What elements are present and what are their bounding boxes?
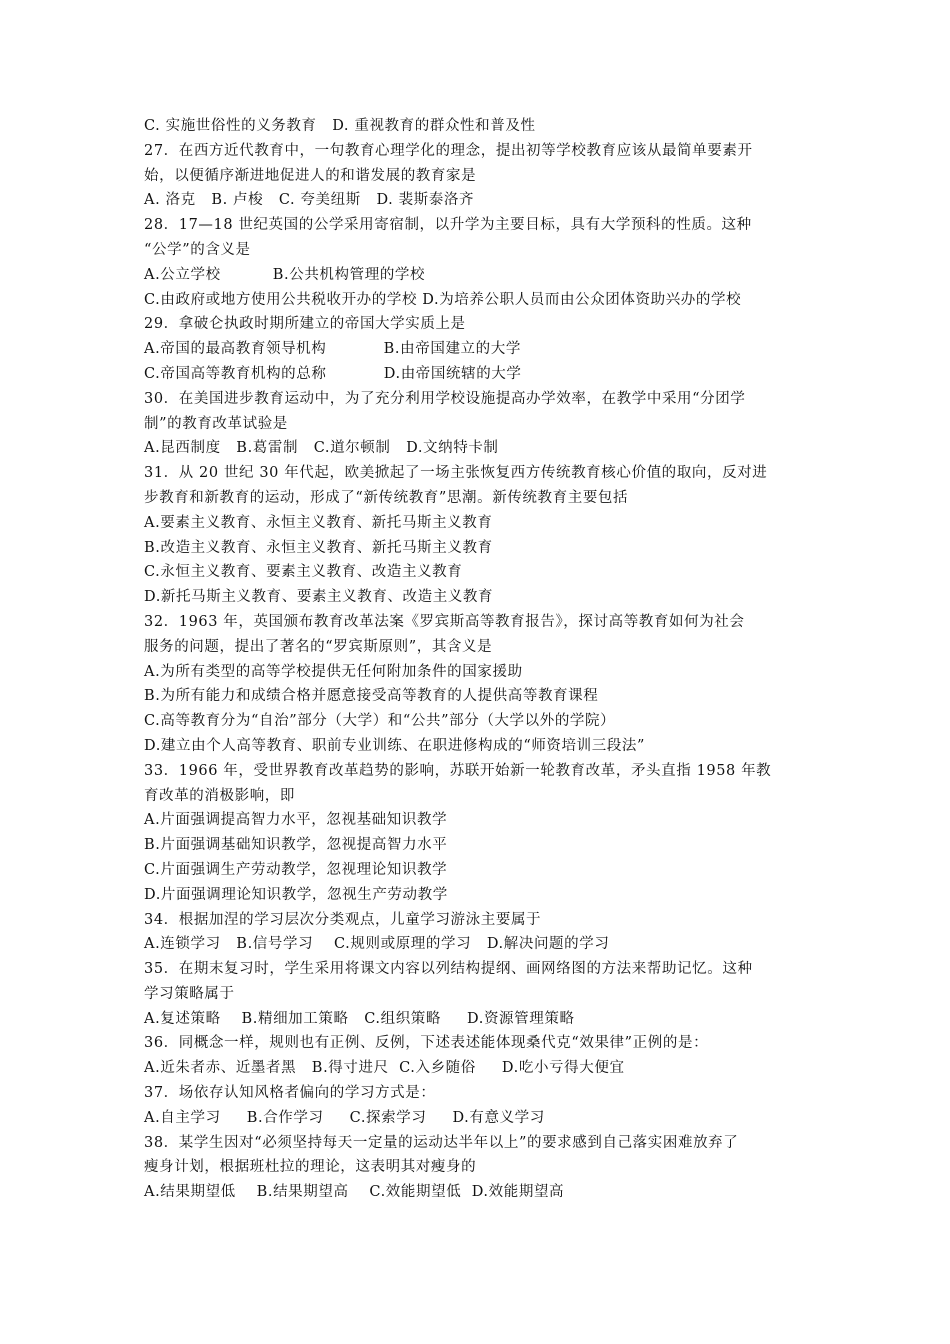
question-34-options: A.连锁学习 B.信号学习 C.规则或原理的学习 D.解决问题的学习	[144, 936, 610, 953]
text-line: 制”的教育改革试验是	[144, 415, 288, 432]
question-28-options: A.公立学校 B.公共机构管理的学校	[144, 266, 426, 283]
option-line: D.新托马斯主义教育、要素主义教育、改造主义教育	[144, 589, 494, 606]
question-36-stem: 36．同概念一样，规则也有正例、反例，下述表述能体现桑代克“效果律”正例的是：	[144, 1035, 709, 1052]
option-line: D.建立由个人高等教育、职前专业训练、在职进修构成的“师资培训三段法”	[144, 737, 646, 754]
option-line: C.高等教育分为“自治”部分（大学）和“公共”部分（大学以外的学院）	[144, 713, 616, 730]
text-line: 步教育和新教育的运动，形成了“新传统教育”思潮。新传统教育主要包括	[144, 489, 629, 506]
question-29-stem: 29．拿破仑执政时期所建立的帝国大学实质上是	[144, 316, 466, 333]
document-body	[144, 114, 812, 1205]
question-35-options: A.复述策略 B.精细加工策略 C.组织策略 D.资源管理策略	[144, 1010, 575, 1027]
option-line: C.片面强调生产劳动教学，忽视理论知识教学	[144, 861, 448, 878]
option-line: A.片面强调提高智力水平，忽视基础知识教学	[144, 812, 448, 829]
question-37-stem: 37．场依存认知风格者偏向的学习方式是：	[144, 1085, 436, 1102]
text-line: 育改革的消极影响，即	[144, 787, 295, 804]
text-line: C. 实施世俗性的义务教育 D. 重视教育的群众性和普及性	[144, 118, 536, 134]
question-29-options: C.帝国高等教育机构的总称 D.由帝国统辖的大学	[144, 365, 522, 382]
question-28-options: C.由政府或地方使用公共税收开办的学校 D.为培养公职人员而由公众团体资助兴办的学校	[144, 291, 742, 308]
question-30-options: A.昆西制度 B.葛雷制 C.道尔顿制 D.文纳特卡制	[144, 440, 499, 457]
question-34-stem: 34．根据加涅的学习层次分类观点，儿童学习游泳主要属于	[144, 911, 542, 928]
option-line: C.永恒主义教育、要素主义教育、改造主义教育	[144, 564, 463, 581]
text-line: 始，以便循序渐进地促进人的和谐发展的教育家是	[144, 167, 477, 184]
text-line: “公学”的含义是	[144, 241, 251, 258]
question-30-stem: 30．在美国进步教育运动中，为了充分利用学校设施提高办学效率，在教学中采用“分团学	[144, 390, 746, 407]
question-32-stem: 32．1963 年，英国颁布教育改革法案《罗宾斯高等教育报告》，探讨高等教育如何为社会	[144, 613, 745, 630]
question-29-options: A.帝国的最高教育领导机构 B.由帝国建立的大学	[144, 341, 521, 358]
question-27-options: A. 洛克 B. 卢梭 C. 夸美纽斯 D. 裴斯泰洛齐	[144, 192, 475, 209]
question-37-options: A.自主学习 B.合作学习 C.探索学习 D.有意义学习	[144, 1109, 545, 1126]
question-33-stem: 33．1966 年，受世界教育改革趋势的影响，苏联开始新一轮教育改革，矛头直指 1958 年教	[144, 762, 772, 779]
text-line: 服务的问题，提出了著名的“罗宾斯原则”，其含义是	[144, 638, 493, 655]
text-line: 学习策略属于	[144, 985, 235, 1002]
question-36-options: A.近朱者赤、近墨者黑 B.得寸进尺 C.入乡随俗 D.吃小亏得大便宜	[144, 1060, 625, 1077]
option-line: A.为所有类型的高等学校提供无任何附加条件的国家援助	[144, 663, 523, 680]
question-31-stem: 31．从 20 世纪 30 年代起，欧美掀起了一场主张恢复西方传统教育核心价值的取向，反对进	[144, 465, 768, 482]
question-38-stem: 38．某学生因对“必须坚持每天一定量的运动达半年以上”的要求感到自己落实困难放弃了	[144, 1134, 739, 1151]
question-38-options: A.结果期望低 B.结果期望高 C.效能期望低 D.效能期望高	[144, 1184, 565, 1201]
question-27-stem: 27．在西方近代教育中，一句教育心理学化的理念，提出初等学校教育应该从最简单要素开	[144, 142, 753, 159]
text-line: 瘦身计划，根据班杜拉的理论，这表明其对瘦身的	[144, 1159, 477, 1176]
question-28-stem: 28．17—18 世纪英国的公学采用寄宿制，以升学为主要目标，具有大学预科的性质。这种	[144, 217, 752, 234]
question-35-stem: 35．在期末复习时，学生采用将课文内容以列结构提纲、画网络图的方法来帮助记忆。这种	[144, 961, 753, 978]
option-line: D.片面强调理论知识教学，忽视生产劳动教学	[144, 886, 448, 903]
option-line: B.改造主义教育、永恒主义教育、新托马斯主义教育	[144, 539, 493, 556]
option-line: B.片面强调基础知识教学，忽视提高智力水平	[144, 837, 448, 854]
option-line: A.要素主义教育、永恒主义教育、新托马斯主义教育	[144, 514, 493, 531]
option-line: B.为所有能力和成绩合格并愿意接受高等教育的人提供高等教育课程	[144, 688, 599, 705]
